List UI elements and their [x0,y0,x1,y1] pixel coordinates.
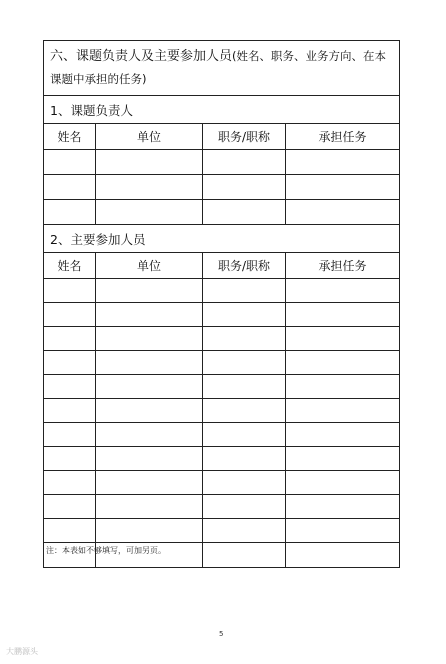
header-name: 姓名 [44,124,96,149]
page-number: 5 [219,630,224,638]
header-task: 承担任务 [318,130,367,144]
table-title-paren: (姓名、职务、业务方向、在本课题中承担的任务) [50,49,387,86]
cell-unit[interactable] [96,375,203,398]
table-row [44,150,399,175]
cell-task[interactable] [286,375,399,398]
cell-name[interactable] [44,303,96,326]
cell-position[interactable] [203,327,286,350]
cell-task[interactable] [286,495,399,518]
cell-name[interactable] [44,447,96,470]
cell-unit[interactable] [96,303,203,326]
cell-unit[interactable] [96,200,203,224]
section-members: 2、主要参加人员 [44,225,399,253]
cell-position[interactable] [203,399,286,422]
table-row [44,399,399,423]
table-row [44,423,399,447]
members-header-row [44,253,399,279]
cell-name[interactable] [44,471,96,494]
header-task: 承担任务 [318,259,367,273]
table-row [44,279,399,303]
header-position: 职务/职称 [203,124,286,149]
cell-position[interactable] [203,303,286,326]
cell-name[interactable] [44,327,96,350]
table-note: 注：本表如不够填写，可加另页。 [46,546,166,555]
personnel-table [43,40,400,568]
cell-unit[interactable] [96,327,203,350]
cell-position[interactable] [203,351,286,374]
cell-name[interactable] [44,279,96,302]
table-row [44,447,399,471]
cell-name[interactable] [44,495,96,518]
cell-position[interactable] [203,447,286,470]
cell-name[interactable] [44,423,96,446]
cell-name[interactable] [44,519,96,542]
cell-task[interactable] [286,200,399,224]
cell-task[interactable] [286,351,399,374]
cell-position[interactable] [203,495,286,518]
cell-name[interactable] [44,175,96,199]
section-leader: 1、课题负责人 [44,96,399,124]
cell-name[interactable] [44,399,96,422]
cell-task[interactable] [286,543,399,567]
cell-task[interactable] [286,175,399,199]
cell-unit[interactable] [96,423,203,446]
table-row [44,471,399,495]
header-unit: 单位 [96,253,203,278]
cell-name[interactable] [44,200,96,224]
cell-task[interactable] [286,279,399,302]
cell-task[interactable] [286,447,399,470]
cell-position[interactable] [203,423,286,446]
cell-position[interactable] [203,175,286,199]
header-name: 姓名 [44,253,96,278]
cell-task[interactable] [286,423,399,446]
table-row [44,375,399,399]
cell-unit[interactable] [96,351,203,374]
table-title [44,41,399,96]
cell-position[interactable] [203,200,286,224]
table-title-main: 六、课题负责人及主要参加人员 [50,49,233,64]
cell-position[interactable] [203,279,286,302]
table-row [44,200,399,225]
cell-task[interactable] [286,399,399,422]
cell-task[interactable] [286,327,399,350]
cell-unit[interactable] [96,471,203,494]
cell-position[interactable] [203,471,286,494]
cell-unit[interactable] [96,495,203,518]
cell-unit[interactable] [96,447,203,470]
cell-unit[interactable] [96,175,203,199]
cell-task[interactable] [286,150,399,174]
table-row [44,519,399,543]
cell-unit[interactable] [96,279,203,302]
cell-unit[interactable] [96,399,203,422]
table-row [44,175,399,200]
cell-unit[interactable] [96,150,203,174]
table-row [44,303,399,327]
cell-position[interactable] [203,519,286,542]
cell-unit[interactable] [96,519,203,542]
table-row [44,495,399,519]
cell-position[interactable] [203,375,286,398]
cell-task[interactable] [286,471,399,494]
cell-task[interactable] [286,519,399,542]
cell-name[interactable] [44,150,96,174]
cell-position[interactable] [203,543,286,567]
header-unit: 单位 [96,124,203,149]
watermark: 大鹏源头 [6,647,38,656]
cell-name[interactable] [44,375,96,398]
table-row [44,351,399,375]
cell-task[interactable] [286,303,399,326]
table-row [44,327,399,351]
cell-name[interactable] [44,351,96,374]
cell-position[interactable] [203,150,286,174]
header-position: 职务/职称 [203,253,286,278]
leader-header-row [44,124,399,150]
